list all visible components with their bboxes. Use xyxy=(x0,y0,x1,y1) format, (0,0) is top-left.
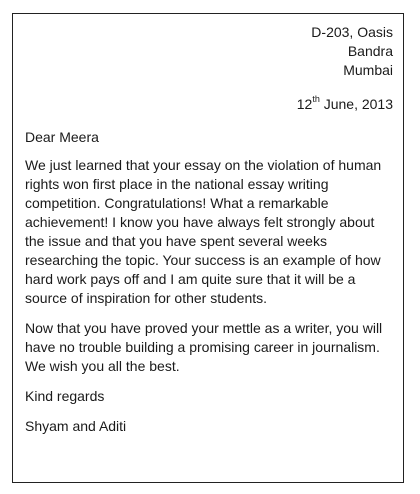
paragraph-congratulations xyxy=(25,156,389,308)
paragraph-wishes xyxy=(25,319,389,376)
closing: Kind regards xyxy=(25,388,105,404)
paragraph-1-line: competition. Congratulations! What a remarkable xyxy=(25,195,329,211)
salutation: Dear Meera xyxy=(25,129,99,145)
date-suffix: th xyxy=(312,94,320,105)
paragraph-1-line: source of inspiration for other students. xyxy=(25,290,268,306)
paragraph-2-line: Now that you have proved your mettle as a writer, you will xyxy=(25,320,383,336)
letter-body xyxy=(25,128,389,447)
date-day: 12 xyxy=(296,96,313,112)
date-rest: June, 2013 xyxy=(319,96,393,112)
signature: Shyam and Aditi xyxy=(25,418,127,434)
paragraph-1-line: rights won first place in the national essay writing xyxy=(25,176,329,192)
address-line-3: Mumbai xyxy=(343,62,393,78)
paragraph-2-line: We wish you all the best. xyxy=(25,358,180,374)
paragraph-1-line: We just learned that your essay on the violation of human xyxy=(25,157,382,173)
address-line-1: D-203, Oasis xyxy=(311,24,393,40)
paragraph-1-line: researching the topic. Your success is an example of how xyxy=(25,252,381,268)
sender-address xyxy=(311,23,393,80)
paragraph-1-line: hard work pays off and I am quite sure that it will be a xyxy=(25,271,356,287)
address-line-2: Bandra xyxy=(347,43,393,59)
paragraph-1-line: achievement! I know you have always felt strongly about xyxy=(25,214,375,230)
letter-date xyxy=(297,95,393,114)
paragraph-2-line: have no trouble building a promising career in journalism. xyxy=(25,339,380,355)
paragraph-1-line: the issue and that you have spent several weeks xyxy=(25,233,327,249)
letter-frame xyxy=(12,13,404,483)
